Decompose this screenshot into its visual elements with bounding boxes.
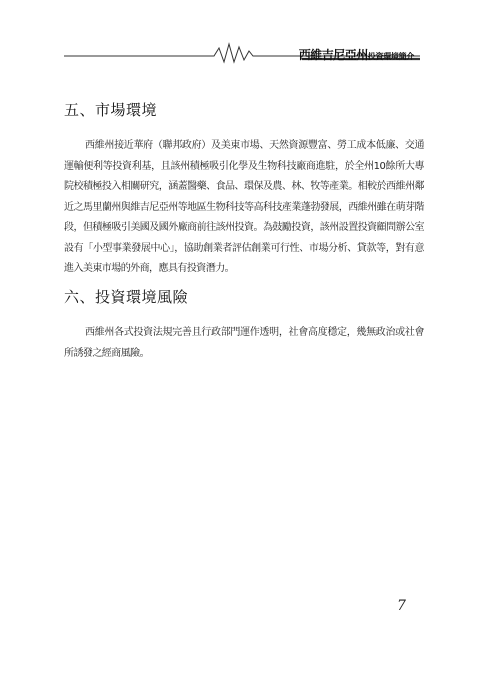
- page-number: 7: [397, 598, 406, 614]
- section-paragraph: 西維州各式投資法規完善且行政部門運作透明，社會高度穩定，幾無政治或社會所誘發之經商風險。: [64, 327, 424, 359]
- section-investment-risk: [64, 287, 424, 364]
- section-paragraph: 西維州接近華府（聯邦政府）及美東市場、天然資源豐富、勞工成本低廉、交通運輸便利等投資利基，且該州積極吸引化學及生物科技廠商進駐，於全州10餘所大專院校積極投入相關研究，涵蓋醫藥、食品、環保及農、林、牧等產業。相較於西維州鄰近之馬里蘭州與維吉尼亞州等地區生物科技等高科技產業蓬勃發展，西維州雖在萌芽階段，但積極吸引美國及國外廠商前往該州投資。為鼓勵投資，該州設置投資顧問辦公室設有「小型事業發展中心」，協助創業者評估創業可行性、市場分析、貸款等，對有意進入美東市場的外商，應具有投資潛力。: [64, 140, 424, 274]
- header-title-sub: 投資環境簡介: [367, 52, 414, 61]
- section-heading: 五、市場環境: [64, 101, 158, 119]
- running-header: [64, 40, 420, 64]
- header-title: [299, 44, 414, 63]
- section-market-environment: [64, 100, 424, 280]
- section-heading: 六、投資環境風險: [64, 288, 189, 306]
- header-title-main: 西維吉尼亞州: [298, 48, 368, 62]
